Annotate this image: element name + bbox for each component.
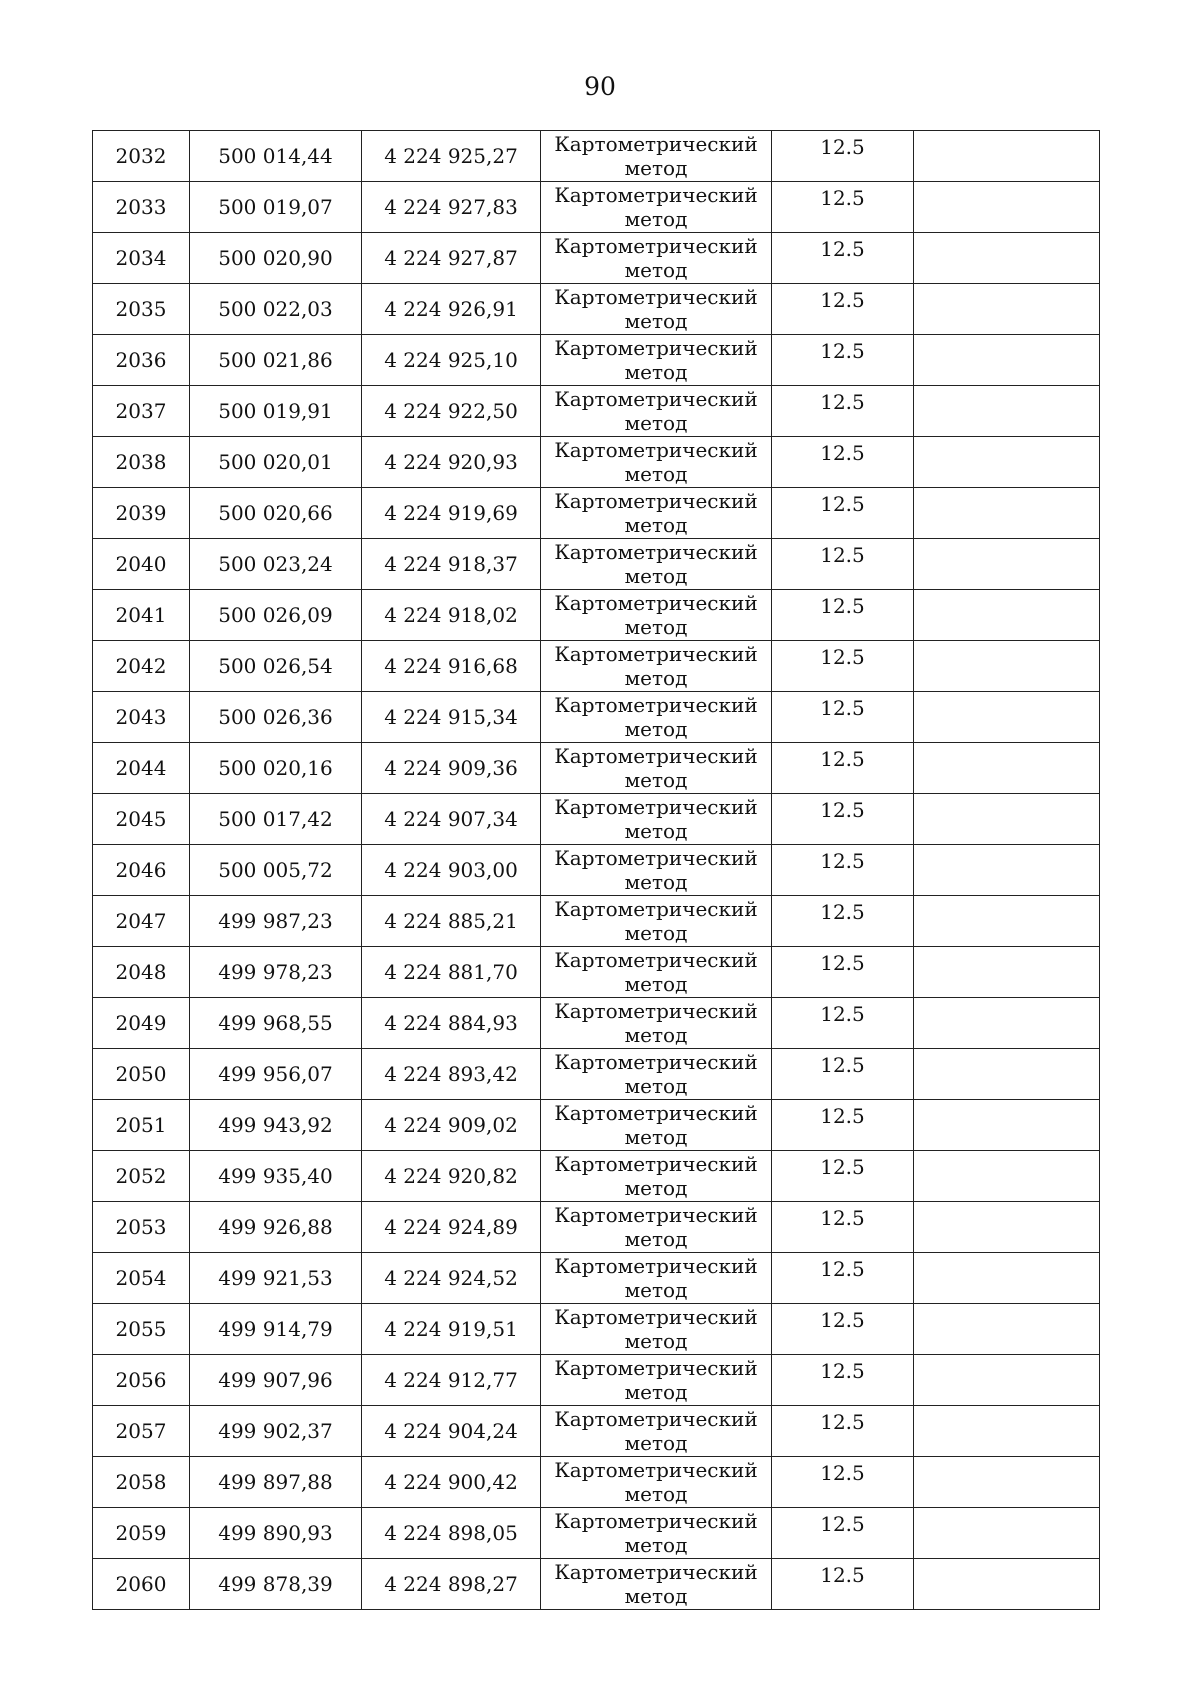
empty-cell: [914, 1355, 1100, 1406]
method-label-line2: метод: [624, 1176, 688, 1200]
x-coordinate-cell: 499 902,37: [190, 1406, 362, 1457]
y-coordinate-cell: 4 224 903,00: [362, 845, 541, 896]
point-number-cell: 2055: [93, 1304, 190, 1355]
method-label-line2: метод: [624, 1074, 688, 1098]
accuracy-cell: 12.5: [772, 641, 914, 692]
x-coordinate-cell: 500 022,03: [190, 284, 362, 335]
method-label-line1: Картометрический: [554, 234, 758, 258]
table-row: [93, 1508, 1100, 1559]
accuracy-cell: 12.5: [772, 1304, 914, 1355]
method-label-line2: метод: [624, 258, 688, 282]
point-number-cell: 2035: [93, 284, 190, 335]
point-number-cell: 2038: [93, 437, 190, 488]
empty-cell: [914, 1559, 1100, 1610]
y-coordinate-cell: 4 224 881,70: [362, 947, 541, 998]
method-label-line1: Картометрический: [554, 1203, 758, 1227]
method-cell: [541, 1304, 772, 1355]
x-coordinate-cell: 500 026,54: [190, 641, 362, 692]
method-label-line2: метод: [624, 309, 688, 333]
empty-cell: [914, 335, 1100, 386]
x-coordinate-cell: 499 926,88: [190, 1202, 362, 1253]
method-label-line1: Картометрический: [554, 744, 758, 768]
method-cell: [541, 488, 772, 539]
method-label-line2: метод: [624, 768, 688, 792]
y-coordinate-cell: 4 224 898,27: [362, 1559, 541, 1610]
accuracy-cell: 12.5: [772, 284, 914, 335]
y-coordinate-cell: 4 224 904,24: [362, 1406, 541, 1457]
y-coordinate-cell: 4 224 907,34: [362, 794, 541, 845]
x-coordinate-cell: 499 987,23: [190, 896, 362, 947]
accuracy-cell: 12.5: [772, 233, 914, 284]
y-coordinate-cell: 4 224 893,42: [362, 1049, 541, 1100]
empty-cell: [914, 437, 1100, 488]
accuracy-cell: 12.5: [772, 1508, 914, 1559]
accuracy-cell: 12.5: [772, 998, 914, 1049]
point-number-cell: 2036: [93, 335, 190, 386]
method-label-line1: Картометрический: [554, 1254, 758, 1278]
table-row: [93, 1406, 1100, 1457]
table-row: [93, 386, 1100, 437]
x-coordinate-cell: 499 935,40: [190, 1151, 362, 1202]
method-label-line2: метод: [624, 870, 688, 894]
method-cell: [541, 284, 772, 335]
point-number-cell: 2034: [93, 233, 190, 284]
method-label-line1: Картометрический: [554, 1407, 758, 1431]
method-label-line1: Картометрический: [554, 1152, 758, 1176]
method-label-line1: Картометрический: [554, 1458, 758, 1482]
method-cell: [541, 1406, 772, 1457]
y-coordinate-cell: 4 224 912,77: [362, 1355, 541, 1406]
table-row: [93, 1202, 1100, 1253]
method-cell: [541, 947, 772, 998]
method-cell: [541, 1253, 772, 1304]
y-coordinate-cell: 4 224 919,69: [362, 488, 541, 539]
y-coordinate-cell: 4 224 926,91: [362, 284, 541, 335]
accuracy-cell: 12.5: [772, 1100, 914, 1151]
method-cell: [541, 896, 772, 947]
method-label-line2: метод: [624, 462, 688, 486]
accuracy-cell: 12.5: [772, 1457, 914, 1508]
coordinates-table-body: [93, 131, 1100, 1610]
accuracy-cell: 12.5: [772, 1202, 914, 1253]
empty-cell: [914, 1253, 1100, 1304]
accuracy-cell: 12.5: [772, 1049, 914, 1100]
accuracy-cell: 12.5: [772, 590, 914, 641]
method-label-line2: метод: [624, 564, 688, 588]
table-row: [93, 233, 1100, 284]
method-cell: [541, 845, 772, 896]
empty-cell: [914, 590, 1100, 641]
table-row: [93, 692, 1100, 743]
y-coordinate-cell: 4 224 909,36: [362, 743, 541, 794]
empty-cell: [914, 641, 1100, 692]
empty-cell: [914, 1151, 1100, 1202]
method-label-line1: Картометрический: [554, 183, 758, 207]
table-row: [93, 641, 1100, 692]
accuracy-cell: 12.5: [772, 182, 914, 233]
y-coordinate-cell: 4 224 898,05: [362, 1508, 541, 1559]
method-cell: [541, 1100, 772, 1151]
empty-cell: [914, 233, 1100, 284]
point-number-cell: 2045: [93, 794, 190, 845]
method-label-line2: метод: [624, 1584, 688, 1608]
x-coordinate-cell: 499 956,07: [190, 1049, 362, 1100]
empty-cell: [914, 692, 1100, 743]
empty-cell: [914, 1304, 1100, 1355]
method-cell: [541, 437, 772, 488]
point-number-cell: 2053: [93, 1202, 190, 1253]
y-coordinate-cell: 4 224 909,02: [362, 1100, 541, 1151]
table-row: [93, 284, 1100, 335]
y-coordinate-cell: 4 224 885,21: [362, 896, 541, 947]
empty-cell: [914, 386, 1100, 437]
method-label-line1: Картометрический: [554, 438, 758, 462]
method-label-line1: Картометрический: [554, 1050, 758, 1074]
method-label-line1: Картометрический: [554, 132, 758, 156]
method-label-line1: Картометрический: [554, 1356, 758, 1380]
y-coordinate-cell: 4 224 918,02: [362, 590, 541, 641]
x-coordinate-cell: 500 020,66: [190, 488, 362, 539]
table-row: [93, 131, 1100, 182]
empty-cell: [914, 284, 1100, 335]
method-label-line2: метод: [624, 1380, 688, 1404]
y-coordinate-cell: 4 224 927,83: [362, 182, 541, 233]
point-number-cell: 2040: [93, 539, 190, 590]
point-number-cell: 2054: [93, 1253, 190, 1304]
method-label-line1: Картометрический: [554, 489, 758, 513]
method-label-line2: метод: [624, 1329, 688, 1353]
method-label-line1: Картометрический: [554, 948, 758, 972]
y-coordinate-cell: 4 224 920,93: [362, 437, 541, 488]
table-row: [93, 182, 1100, 233]
point-number-cell: 2058: [93, 1457, 190, 1508]
table-row: [93, 896, 1100, 947]
empty-cell: [914, 947, 1100, 998]
method-label-line2: метод: [624, 666, 688, 690]
empty-cell: [914, 1406, 1100, 1457]
empty-cell: [914, 896, 1100, 947]
method-label-line2: метод: [624, 1227, 688, 1251]
method-label-line2: метод: [624, 1278, 688, 1302]
x-coordinate-cell: 499 907,96: [190, 1355, 362, 1406]
method-cell: [541, 1457, 772, 1508]
x-coordinate-cell: 499 921,53: [190, 1253, 362, 1304]
x-coordinate-cell: 499 890,93: [190, 1508, 362, 1559]
x-coordinate-cell: 500 026,36: [190, 692, 362, 743]
method-label-line2: метод: [624, 156, 688, 180]
point-number-cell: 2047: [93, 896, 190, 947]
point-number-cell: 2059: [93, 1508, 190, 1559]
table-row: [93, 1304, 1100, 1355]
point-number-cell: 2056: [93, 1355, 190, 1406]
method-cell: [541, 1049, 772, 1100]
accuracy-cell: 12.5: [772, 1253, 914, 1304]
y-coordinate-cell: 4 224 924,52: [362, 1253, 541, 1304]
accuracy-cell: 12.5: [772, 845, 914, 896]
method-cell: [541, 1355, 772, 1406]
accuracy-cell: 12.5: [772, 488, 914, 539]
table-row: [93, 743, 1100, 794]
method-cell: [541, 335, 772, 386]
y-coordinate-cell: 4 224 925,10: [362, 335, 541, 386]
method-label-line1: Картометрический: [554, 1305, 758, 1329]
point-number-cell: 2033: [93, 182, 190, 233]
method-label-line2: метод: [624, 1533, 688, 1557]
empty-cell: [914, 131, 1100, 182]
method-label-line2: метод: [624, 513, 688, 537]
x-coordinate-cell: 499 943,92: [190, 1100, 362, 1151]
method-cell: [541, 233, 772, 284]
y-coordinate-cell: 4 224 920,82: [362, 1151, 541, 1202]
method-cell: [541, 1151, 772, 1202]
x-coordinate-cell: 500 020,01: [190, 437, 362, 488]
table-row: [93, 590, 1100, 641]
method-label-line1: Картометрический: [554, 387, 758, 411]
point-number-cell: 2039: [93, 488, 190, 539]
method-label-line1: Картометрический: [554, 795, 758, 819]
y-coordinate-cell: 4 224 925,27: [362, 131, 541, 182]
x-coordinate-cell: 500 014,44: [190, 131, 362, 182]
method-label-line1: Картометрический: [554, 336, 758, 360]
accuracy-cell: 12.5: [772, 1355, 914, 1406]
method-cell: [541, 590, 772, 641]
accuracy-cell: 12.5: [772, 947, 914, 998]
method-cell: [541, 692, 772, 743]
point-number-cell: 2050: [93, 1049, 190, 1100]
table-row: [93, 794, 1100, 845]
accuracy-cell: 12.5: [772, 1559, 914, 1610]
point-number-cell: 2049: [93, 998, 190, 1049]
table-row: [93, 437, 1100, 488]
point-number-cell: 2042: [93, 641, 190, 692]
method-cell: [541, 182, 772, 233]
x-coordinate-cell: 500 020,90: [190, 233, 362, 284]
x-coordinate-cell: 500 021,86: [190, 335, 362, 386]
accuracy-cell: 12.5: [772, 1406, 914, 1457]
empty-cell: [914, 845, 1100, 896]
empty-cell: [914, 182, 1100, 233]
method-label-line2: метод: [624, 1482, 688, 1506]
point-number-cell: 2032: [93, 131, 190, 182]
table-row: [93, 1457, 1100, 1508]
x-coordinate-cell: 500 017,42: [190, 794, 362, 845]
x-coordinate-cell: 500 005,72: [190, 845, 362, 896]
y-coordinate-cell: 4 224 922,50: [362, 386, 541, 437]
table-row: [93, 335, 1100, 386]
x-coordinate-cell: 499 978,23: [190, 947, 362, 998]
point-number-cell: 2037: [93, 386, 190, 437]
empty-cell: [914, 488, 1100, 539]
table-row: [93, 998, 1100, 1049]
method-label-line1: Картометрический: [554, 846, 758, 870]
method-cell: [541, 386, 772, 437]
method-label-line1: Картометрический: [554, 1101, 758, 1125]
empty-cell: [914, 1202, 1100, 1253]
table-row: [93, 1559, 1100, 1610]
x-coordinate-cell: 500 020,16: [190, 743, 362, 794]
table-row: [93, 1151, 1100, 1202]
table-row: [93, 1049, 1100, 1100]
method-cell: [541, 539, 772, 590]
accuracy-cell: 12.5: [772, 896, 914, 947]
method-label-line1: Картометрический: [554, 540, 758, 564]
accuracy-cell: 12.5: [772, 386, 914, 437]
accuracy-cell: 12.5: [772, 335, 914, 386]
method-cell: [541, 1202, 772, 1253]
method-label-line2: метод: [624, 819, 688, 843]
method-label-line2: метод: [624, 921, 688, 945]
method-label-line1: Картометрический: [554, 999, 758, 1023]
point-number-cell: 2044: [93, 743, 190, 794]
page-number: 90: [584, 72, 616, 101]
coordinates-table: [92, 130, 1100, 1610]
empty-cell: [914, 794, 1100, 845]
point-number-cell: 2041: [93, 590, 190, 641]
x-coordinate-cell: 500 023,24: [190, 539, 362, 590]
method-label-line2: метод: [624, 615, 688, 639]
method-label-line1: Картометрический: [554, 285, 758, 309]
method-cell: [541, 743, 772, 794]
point-number-cell: 2052: [93, 1151, 190, 1202]
accuracy-cell: 12.5: [772, 743, 914, 794]
x-coordinate-cell: 499 878,39: [190, 1559, 362, 1610]
method-cell: [541, 1559, 772, 1610]
point-number-cell: 2048: [93, 947, 190, 998]
empty-cell: [914, 539, 1100, 590]
table-row: [93, 1253, 1100, 1304]
method-label-line2: метод: [624, 360, 688, 384]
table-row: [93, 947, 1100, 998]
point-number-cell: 2046: [93, 845, 190, 896]
method-label-line2: метод: [624, 972, 688, 996]
method-label-line1: Картометрический: [554, 591, 758, 615]
y-coordinate-cell: 4 224 916,68: [362, 641, 541, 692]
method-cell: [541, 641, 772, 692]
x-coordinate-cell: 500 026,09: [190, 590, 362, 641]
y-coordinate-cell: 4 224 927,87: [362, 233, 541, 284]
point-number-cell: 2051: [93, 1100, 190, 1151]
method-label-line2: метод: [624, 1431, 688, 1455]
point-number-cell: 2043: [93, 692, 190, 743]
y-coordinate-cell: 4 224 918,37: [362, 539, 541, 590]
empty-cell: [914, 1457, 1100, 1508]
method-label-line2: метод: [624, 1023, 688, 1047]
x-coordinate-cell: 500 019,07: [190, 182, 362, 233]
y-coordinate-cell: 4 224 900,42: [362, 1457, 541, 1508]
method-label-line2: метод: [624, 1125, 688, 1149]
x-coordinate-cell: 499 968,55: [190, 998, 362, 1049]
method-label-line2: метод: [624, 411, 688, 435]
accuracy-cell: 12.5: [772, 131, 914, 182]
accuracy-cell: 12.5: [772, 539, 914, 590]
method-label-line1: Картометрический: [554, 1509, 758, 1533]
y-coordinate-cell: 4 224 924,89: [362, 1202, 541, 1253]
empty-cell: [914, 743, 1100, 794]
method-label-line1: Картометрический: [554, 1560, 758, 1584]
x-coordinate-cell: 499 914,79: [190, 1304, 362, 1355]
y-coordinate-cell: 4 224 884,93: [362, 998, 541, 1049]
accuracy-cell: 12.5: [772, 437, 914, 488]
y-coordinate-cell: 4 224 919,51: [362, 1304, 541, 1355]
method-label-line1: Картометрический: [554, 642, 758, 666]
method-label-line2: метод: [624, 207, 688, 231]
method-label-line1: Картометрический: [554, 693, 758, 717]
method-label-line2: метод: [624, 717, 688, 741]
empty-cell: [914, 1049, 1100, 1100]
y-coordinate-cell: 4 224 915,34: [362, 692, 541, 743]
table-row: [93, 539, 1100, 590]
point-number-cell: 2060: [93, 1559, 190, 1610]
method-cell: [541, 794, 772, 845]
accuracy-cell: 12.5: [772, 1151, 914, 1202]
method-label-line1: Картометрический: [554, 897, 758, 921]
accuracy-cell: 12.5: [772, 692, 914, 743]
table-row: [93, 845, 1100, 896]
table-row: [93, 1100, 1100, 1151]
method-cell: [541, 998, 772, 1049]
x-coordinate-cell: 499 897,88: [190, 1457, 362, 1508]
method-cell: [541, 131, 772, 182]
empty-cell: [914, 998, 1100, 1049]
empty-cell: [914, 1100, 1100, 1151]
table-row: [93, 1355, 1100, 1406]
table-row: [93, 488, 1100, 539]
point-number-cell: 2057: [93, 1406, 190, 1457]
accuracy-cell: 12.5: [772, 794, 914, 845]
empty-cell: [914, 1508, 1100, 1559]
method-cell: [541, 1508, 772, 1559]
x-coordinate-cell: 500 019,91: [190, 386, 362, 437]
